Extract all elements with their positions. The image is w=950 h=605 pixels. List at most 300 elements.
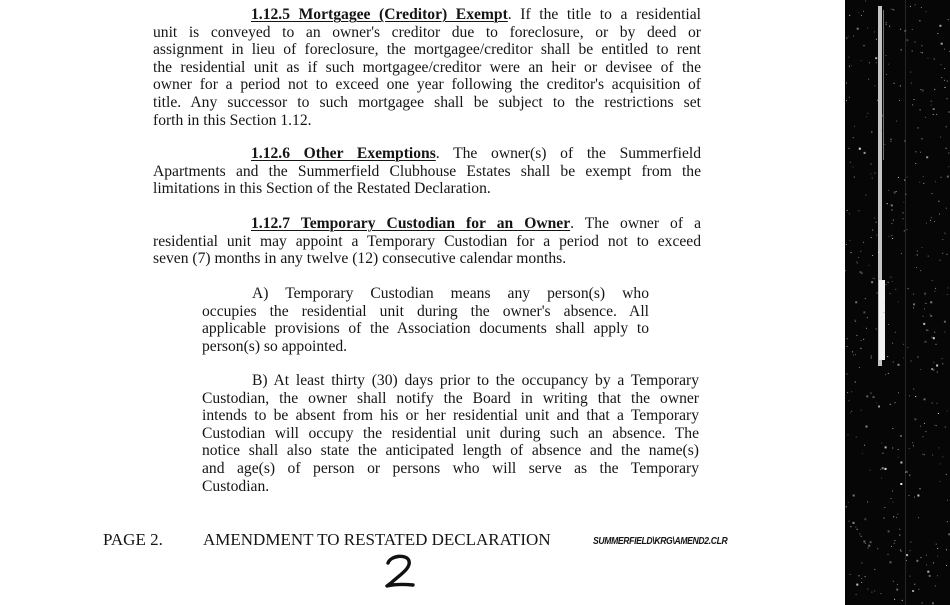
scan-speck [868,545,870,547]
scan-speck [933,114,934,115]
scan-speck [849,15,850,16]
scan-speck [867,501,868,502]
scan-speck [948,153,949,154]
scan-speck [913,303,915,305]
scan-speck [867,589,868,590]
scan-speck [886,284,887,285]
scan-speck [847,392,848,393]
item-b-line-6: and age(s) of person or persons who will serve as the Temporary [202,459,699,477]
scan-speck [928,58,929,59]
scan-speck [865,195,866,196]
scan-speck [846,506,847,507]
scan-speck [935,288,936,289]
scan-speck [940,137,941,138]
scan-speck [855,301,857,303]
footer-file-path: SUMMERFIELD\KRG\AMEND2.CLR [593,536,728,547]
scan-speck [848,400,849,401]
section-1-12-6-line-2: Apartments and the Summerfield Clubhouse Estates shall be exempt from the [153,162,701,180]
scan-speck [896,121,897,122]
scan-speck [874,218,875,219]
scan-speck [933,562,934,563]
scan-speck [855,354,856,355]
scan-speck [913,389,914,390]
scan-speck [941,43,943,45]
scan-speck [942,253,943,254]
scan-speck [848,36,849,37]
scan-speck [874,590,875,591]
scan-speck [864,445,865,446]
scan-speck [849,240,850,241]
section-1-12-5-line-4: the residential unit as if such mortgagee/creditor were an heir or devisee of the [153,58,701,76]
scan-speck [850,574,851,575]
scan-speck [904,141,905,142]
scan-speck [931,217,932,218]
scan-speck [892,9,893,10]
scan-speck [942,363,943,364]
scan-speck [910,550,911,551]
scan-speck [850,526,851,527]
scan-speck [923,183,924,184]
scan-speck [893,362,894,363]
scan-speck [937,33,938,34]
scan-speck [866,328,867,329]
scan-speck [859,534,860,535]
scan-speck [908,288,909,289]
scan-speck [881,316,882,317]
scan-speck [869,265,870,266]
scan-speck [923,176,924,177]
scan-speck [930,220,931,221]
scan-speck [913,307,914,308]
scan-speck [903,344,904,345]
scan-speck [898,301,899,302]
scan-speck [866,426,868,428]
scan-speck [866,395,868,397]
scan-speck [927,330,928,331]
scan-speck [930,301,932,303]
scan-speck [888,324,889,325]
scan-speck [872,178,873,179]
scan-speck [863,541,865,543]
scan-speck [896,191,897,192]
scan-speck [854,177,855,178]
scan-speck [846,38,847,39]
scan-speck [858,575,859,576]
scan-speck [876,222,877,223]
scan-speck [924,293,926,295]
scan-speck [946,474,947,475]
scan-speck [944,233,945,234]
scan-speck [861,578,862,579]
scan-speck [851,411,852,412]
scan-speck [861,562,862,563]
scan-speck [919,20,920,21]
scan-speck [923,436,924,437]
scan-speck [904,180,905,181]
scan-speck [859,148,861,150]
item-b-line-5: notice shall also state the anticipated length of absence and the name(s) [202,442,699,460]
scan-speck [891,546,892,547]
scan-speck [859,367,860,368]
scan-speck [866,116,867,117]
scan-speck [894,543,895,544]
scan-speck [903,358,904,359]
scan-speck [916,560,918,562]
section-1-12-6-line-3: limitations in this Section of the Restated Declaration. [153,180,491,198]
scan-speck [948,19,949,20]
scan-speck [880,593,881,594]
scan-speck [894,83,895,84]
item-b-line-4: Custodian will occupy the residential unit during such an absence. The [202,424,699,442]
scan-speck [894,191,896,193]
scan-speck [933,337,935,339]
scan-speck [909,448,910,449]
scan-speck [947,521,948,522]
section-1-12-5-heading: 1.12.5 Mortgagee (Creditor) Exempt [251,6,508,23]
scan-speck [905,194,906,195]
scan-speck [919,182,920,183]
scan-speck [932,602,934,604]
scan-speck [880,469,881,470]
scan-speck [936,544,937,545]
scan-speck [873,396,875,398]
scan-speck [853,495,855,497]
scan-speck [853,522,855,524]
scan-speck [915,163,916,164]
section-1-12-6-line-1: 1.12.6 Other Exemptions. The owner(s) of the Summerfield [251,145,701,162]
scan-speck [861,582,862,583]
scan-speck [948,287,949,288]
scan-speck [857,529,858,530]
scan-speck [862,273,863,274]
item-a-line-3: applicable provisions of the Association documents shall apply to [202,320,649,338]
scan-speck [947,81,948,82]
scan-speck [932,455,933,456]
scan-speck [851,65,852,66]
scan-speck [856,335,857,336]
scan-speck [918,589,919,590]
scan-speck [865,543,866,544]
scan-speck [895,289,896,290]
section-1-12-6-heading: 1.12.6 Other Exemptions [251,145,436,162]
scan-speck [937,575,938,576]
scan-speck [928,256,929,257]
scan-speck [927,571,929,573]
scan-speck [892,448,893,449]
scan-speck [878,252,879,253]
scan-speck [917,495,919,497]
scan-speck [932,403,933,404]
scan-speck [937,556,938,557]
scan-speck [946,208,947,209]
section-1-12-6 [153,145,701,198]
scan-speck [907,347,908,348]
scan-speck [888,190,889,191]
scan-speck [918,127,919,128]
scan-speck [936,344,937,345]
scan-speck [893,220,894,221]
scan-speck [882,467,884,469]
scan-speck [848,434,849,435]
scan-speck [924,423,925,424]
scan-speck [872,255,873,256]
scan-speck [867,28,868,29]
scan-speck [853,36,854,37]
scan-speck [933,362,934,363]
section-1-12-5-line-3: assignment in lieu of foreclosure, the mortgagee/creditor shall be entitled to rent [153,41,701,59]
scan-speck [898,364,900,366]
scan-speck [900,462,902,464]
scan-speck [858,210,859,211]
scan-speck [893,502,894,503]
scan-speck [854,126,855,127]
scan-speck [861,60,862,61]
scan-speck [890,277,891,278]
scan-speck [945,332,946,333]
scan-speck [875,57,877,59]
scan-speck [915,42,916,43]
scan-speck [871,393,872,394]
scan-speck [900,550,901,551]
scan-speck [871,237,872,238]
scan-speck [861,410,862,411]
scan-speck [931,105,932,106]
section-1-12-5-line-7: forth in this Section 1.12. [153,111,312,129]
scan-speck [926,223,927,224]
scan-speck [895,332,896,333]
scan-speck [857,28,859,30]
scan-speck [909,395,910,396]
scan-speck [860,271,862,273]
scan-speck [946,549,947,550]
scan-speck [941,77,942,78]
scan-speck [936,365,938,367]
scan-speck [947,98,948,99]
scan-speck [856,594,857,595]
scan-speck [890,561,892,563]
scan-speck [912,104,913,105]
scan-speck [873,278,874,279]
scan-speck [925,341,927,343]
scan-speck [920,426,921,427]
scan-speck [922,247,923,248]
scan-speck [850,162,851,163]
scan-speck [891,498,892,499]
scan-speck [917,251,918,252]
scan-speck [923,316,924,317]
scan-speck [922,602,923,603]
scan-speck [883,312,884,313]
scan-speck [889,26,890,27]
scan-speck [914,584,915,585]
scan-speck [912,442,913,443]
item-b-line-1: B) At least thirty (30) days prior to the occupancy by a Temporary [252,372,699,389]
scan-speck [918,517,919,518]
scan-speck [885,446,887,448]
scan-speck [926,156,928,158]
scan-speck [861,536,862,537]
scan-speck [938,201,939,202]
scan-speck [865,298,866,299]
scan-speck [865,1,866,2]
scan-speck [885,468,887,470]
scan-speck [910,6,911,7]
scan-speck [848,57,849,58]
scan-speck [934,221,935,222]
scan-noise [845,0,950,605]
scan-speck [869,62,870,63]
scan-speck [850,412,851,413]
scan-speck [931,101,932,102]
scan-speck [915,151,916,152]
scan-speck [926,330,927,331]
scan-speck [851,252,852,253]
scan-speck [914,99,915,100]
scan-speck [933,108,935,110]
scan-speck [863,11,864,12]
scan-speck [883,453,884,454]
scan-speck [940,481,941,482]
scan-speck [924,454,925,455]
scan-speck [930,314,931,315]
scan-speck [942,456,943,457]
scan-speck [946,565,947,566]
scan-speck [897,514,898,515]
scan-speck [868,79,869,80]
scan-speck [881,478,882,479]
scan-speck [921,52,922,53]
scan-speck [934,291,935,292]
scan-speck [904,230,905,231]
scan-speck [886,24,887,25]
scan-speck [892,343,893,344]
scan-speck [944,80,945,81]
section-1-12-5-line-5: owner for a period not to exceed one year following the creditor's acquisition of [153,76,701,94]
scan-speck [912,590,914,592]
scan-speck [886,55,887,56]
scan-speck [926,11,927,12]
scan-speck [900,435,902,437]
scan-speck [925,303,926,304]
scan-speck [891,9,892,10]
scan-speck [888,282,889,283]
scan-speck [871,132,872,133]
scan-speck [898,177,899,178]
footer-document-title: AMENDMENT TO RESTATED DECLARATION [203,530,551,549]
scan-speck [870,173,871,174]
scan-speck [937,403,938,404]
scan-speck [863,311,865,313]
scan-speck [888,64,889,65]
scan-speck [896,589,898,591]
scan-speck [848,521,849,522]
scan-speck [899,100,900,101]
section-1-12-5 [153,6,701,129]
scan-speck [917,255,918,256]
scan-border [845,0,950,605]
scan-speck [863,242,864,243]
scan-speck [847,338,848,339]
scan-speck [892,209,893,210]
scan-speck [862,453,863,454]
scan-speck [940,463,941,464]
item-b-line-3: intends to be absent from his or her residential unit and that a Temporary [202,407,699,425]
scan-speck [942,239,943,240]
scan-speck [858,12,859,13]
scan-speck [920,488,921,489]
scan-speck [936,114,937,115]
scan-speck [913,294,914,295]
scan-speck [845,270,846,271]
scan-speck [855,527,856,528]
scan-speck [853,167,854,168]
scan-speck [930,315,932,317]
scan-speck [941,64,942,65]
scan-speck [900,85,901,86]
scan-speck [872,230,873,231]
scan-speck [935,181,936,182]
scan-speck [896,517,897,518]
scan-speck [898,449,899,450]
scan-speck [923,454,924,455]
scan-speck [848,502,849,503]
scan-speck [947,294,948,295]
scan-speck [909,475,910,476]
scan-speck [931,337,932,338]
scan-speck [936,425,937,426]
item-a-line-4: person(s) so appointed. [202,337,348,355]
scan-speck [907,229,908,230]
item-a-line-1: A) Temporary Custodian means any person(s) who [252,285,649,302]
scan-speck [891,141,892,142]
scan-speck [876,235,877,236]
scan-speck [947,411,948,412]
scan-speck [861,340,862,341]
scan-speck [871,592,872,593]
scan-speck [849,213,850,214]
scan-speck [881,115,883,117]
scan-speck [921,557,922,558]
scan-speck [849,97,850,98]
scan-speck [853,355,854,356]
scan-speck [937,548,938,549]
scan-speck [874,85,875,86]
section-1-12-7 [153,215,701,268]
scan-speck [914,497,915,498]
scan-speck [846,244,847,245]
scan-speck [934,59,935,60]
scan-speck [858,257,859,258]
scan-speck [885,374,886,375]
scan-speck [876,402,877,403]
scan-speck [861,15,862,16]
scan-speck [906,554,908,556]
scan-speck [909,576,910,577]
scan-speck [939,214,940,215]
scan-speck [934,425,935,426]
scan-speck [871,356,872,357]
scan-speck [857,263,858,264]
scan-speck [902,600,903,601]
scan-speck [910,542,911,543]
scan-speck [884,507,885,508]
scan-speck [876,329,877,330]
scan-speck [915,396,916,397]
scan-speck [871,358,872,359]
scan-speck [874,31,875,32]
scan-speck [926,555,927,556]
scan-speck [924,308,925,309]
